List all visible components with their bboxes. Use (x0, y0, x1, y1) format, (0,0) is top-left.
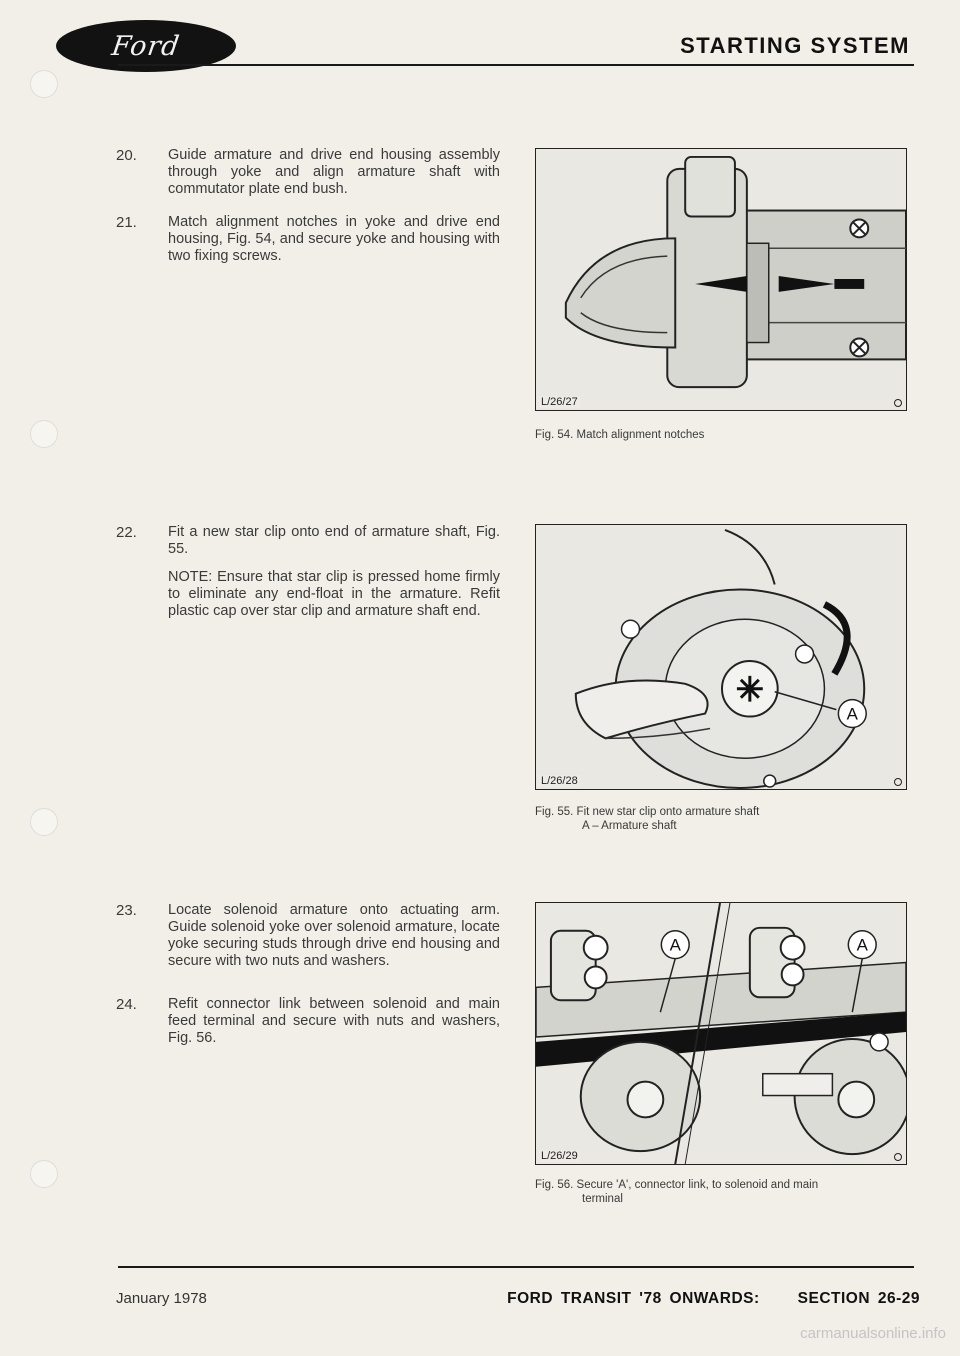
step-number: 22. (116, 524, 137, 541)
step-text: Match alignment notches in yoke and drive end housing, Fig. 54, and secure yoke and housing with two fixing screws. (168, 214, 500, 264)
callout-label: A (856, 935, 868, 955)
caption-continuation: terminal (582, 1193, 623, 1205)
binder-hole (30, 1160, 58, 1188)
step-text: Fit a new star clip onto end of armature shaft, Fig. 55. (168, 524, 500, 557)
callout-label: A (846, 704, 858, 724)
publisher-mark-icon (894, 1153, 902, 1161)
caption-text: Fig. 54. Match alignment notches (535, 429, 705, 441)
step-number: 24. (116, 996, 137, 1013)
star-clip-drawing (536, 525, 906, 789)
step-note: NOTE: Ensure that star clip is pressed home firmly to eliminate any end-float in the armature. Refit plastic cap over star clip and armature shaft end. (168, 569, 500, 619)
figure-56-caption (535, 1178, 905, 1206)
caption-key: A – Armature shaft (582, 820, 677, 832)
step-text: Guide armature and drive end housing assembly through yoke and align armature shaft with commutator plate end bush. (168, 147, 500, 197)
connector-link-drawing (536, 903, 906, 1164)
step-number: 23. (116, 902, 137, 919)
step-21 (116, 214, 500, 276)
step-text: Refit connector link between solenoid and main feed terminal and secure with nuts and washers, Fig. 56. (168, 996, 500, 1046)
step-23 (116, 902, 500, 981)
figure-54-illustration (535, 148, 907, 411)
figure-code: L/26/27 (541, 396, 578, 408)
figure-56-illustration (535, 902, 907, 1165)
figure-55-illustration (535, 524, 907, 790)
step-number: 20. (116, 147, 137, 164)
yoke-housing-drawing (536, 149, 906, 410)
publisher-mark-icon (894, 778, 902, 786)
step-20 (116, 147, 500, 209)
footer-rule (118, 1266, 914, 1268)
caption-text: Fig. 56. Secure 'A', connector link, to solenoid and main (535, 1179, 819, 1191)
figure-54-caption (535, 428, 905, 442)
publisher-mark-icon (894, 399, 902, 407)
figure-code: L/26/29 (541, 1150, 578, 1162)
binder-hole (30, 70, 58, 98)
footer-date: January 1978 (116, 1290, 207, 1307)
step-number: 21. (116, 214, 137, 231)
header-rule (118, 64, 914, 66)
binder-hole (30, 808, 58, 836)
section-header-title: STARTING SYSTEM (680, 33, 910, 58)
callout-label: A (669, 935, 681, 955)
caption-text: Fig. 55. Fit new star clip onto armature shaft (535, 806, 760, 818)
site-watermark: carmanualsonline.info (800, 1325, 946, 1342)
step-24 (116, 996, 500, 1058)
step-text: Locate solenoid armature onto actuating arm. Guide solenoid yoke over solenoid armature, locate yoke securing studs through drive end housing and secure with two nuts and washers. (168, 902, 500, 969)
figure-55-caption (535, 805, 905, 833)
section-number: SECTION 26-29 (797, 1290, 920, 1307)
step-22 (116, 524, 500, 631)
ford-logo-text: Ford (109, 30, 183, 62)
footer-publication (507, 1290, 920, 1308)
figure-code: L/26/28 (541, 775, 578, 787)
binder-hole (30, 420, 58, 448)
publication-title: FORD TRANSIT '78 ONWARDS: (507, 1290, 760, 1307)
